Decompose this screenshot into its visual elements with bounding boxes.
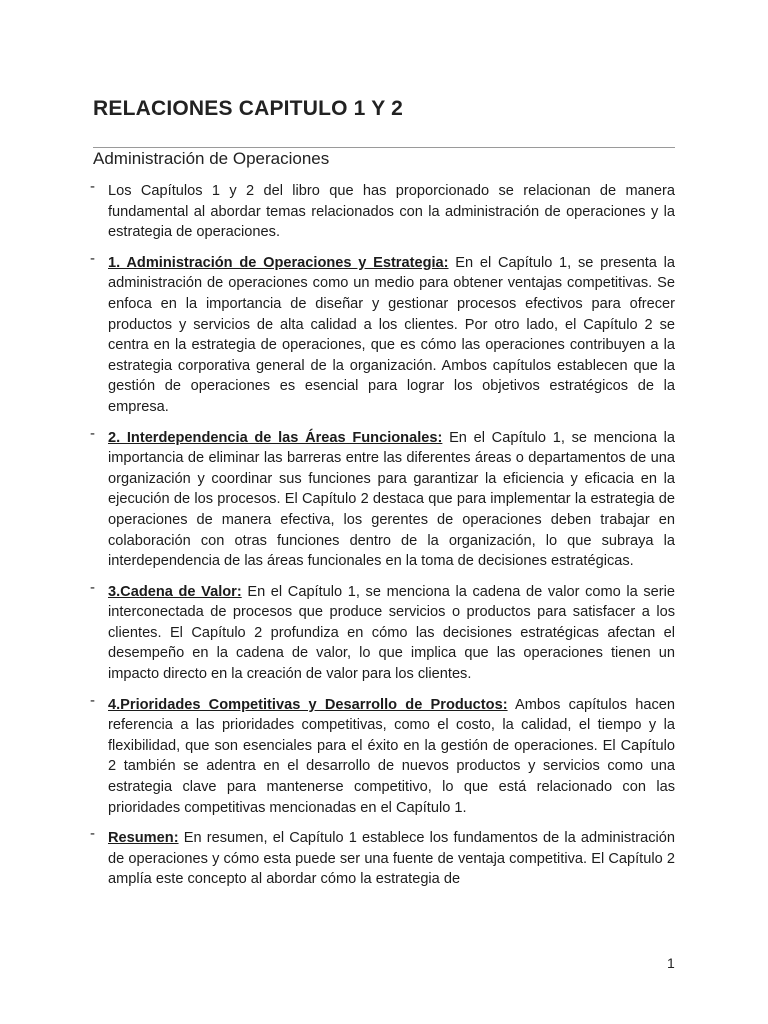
bullet-dash: - (90, 578, 95, 596)
list-item (90, 249, 675, 418)
item-lead: 1. Administración de Operaciones y Estrategia: (108, 254, 449, 271)
bullet-dash: - (90, 178, 95, 195)
title-divider (93, 147, 675, 148)
bullet-dash: - (90, 249, 95, 267)
document-title: RELACIONES CAPITULO 1 Y 2 (93, 97, 403, 120)
bullet-dash: - (90, 825, 95, 843)
item-text: Los Capítulos 1 y 2 del libro que has proporcionado se relacionan de manera fundamental al abordar temas relacionados con la administración de operaciones y la estrategia de operaciones. (108, 183, 675, 241)
item-lead: 3.Cadena de Valor: (108, 583, 242, 600)
list-item (90, 178, 675, 243)
item-lead: Resumen: (108, 830, 179, 847)
item-lead: 2. Interdependencia de las Áreas Funcionales: (108, 429, 443, 446)
page-number: 1 (667, 955, 675, 971)
list-item (90, 424, 676, 572)
bullet-list (90, 178, 676, 900)
item-text: En resumen, el Capítulo 1 establece los fundamentos de la administración de operaciones y cómo esta puede ser una fuente de ventaja competitiva. El Capítulo 2 amplía este concepto al abordar cómo la estrategia de (108, 830, 675, 888)
item-text: En el Capítulo 1, se menciona la importancia de eliminar las barreras entre las diferentes áreas o departamentos de una organización y coordinar sus funciones para garantizar la eficiencia y eficacia en la ejecución de los procesos. El Capítulo 2 destaca que para implementar la estrategia de operaciones de manera efectiva, los gerentes de operaciones deben trabajar en colaboración con otras funciones dentro de la organización, lo que subraya la interdependencia de las áreas funcionales en la toma de decisiones estratégicas. (108, 429, 676, 570)
item-text: En el Capítulo 1, se presenta la administración de operaciones como un medio para obtener ventajas competitivas. Se enfoca en la importancia de diseñar y gestionar procesos efectivos para ofrecer productos y servicios de alta calidad a los clientes. Por otro lado, el Capítulo 2 se centra en la estrategia de operaciones, que es cómo las operaciones contribuyen a la estrategia corporativa general de la organización. Ambos capítulos establecen que la gestión de operaciones es esencial para lograr los objetivos estratégicos de la empresa. (108, 254, 675, 415)
list-item (90, 578, 675, 685)
bullet-dash: - (90, 424, 95, 442)
item-text: Ambos capítulos hacen referencia a las prioridades competitivas, como el costo, la calidad, el tiempo y la flexibilidad, que son esenciales para el éxito en la gestión de operaciones. El Capítulo 2 también se adentra en el desarrollo de nuevos productos y servicios como una estrategia clave para mantenerse competitivo, lo que está relacionado con las prioridades competitivas mencionadas en el Capítulo 1. (108, 696, 676, 816)
list-item (90, 825, 675, 890)
item-lead: 4.Prioridades Competitivas y Desarrollo de Productos: (108, 696, 508, 713)
section-heading: Administración de Operaciones (93, 149, 330, 168)
bullet-dash: - (90, 691, 95, 709)
item-text: En el Capítulo 1, se menciona la cadena de valor como la serie interconectada de procesos que produce servicios o productos para satisfacer a los clientes. El Capítulo 2 profundiza en cómo las decisiones estratégicas afectan el desempeño en la cadena de valor, lo que implica que las operaciones tienen un impacto directo en la creación de valor para los clientes. (108, 583, 675, 683)
list-item (90, 691, 676, 819)
